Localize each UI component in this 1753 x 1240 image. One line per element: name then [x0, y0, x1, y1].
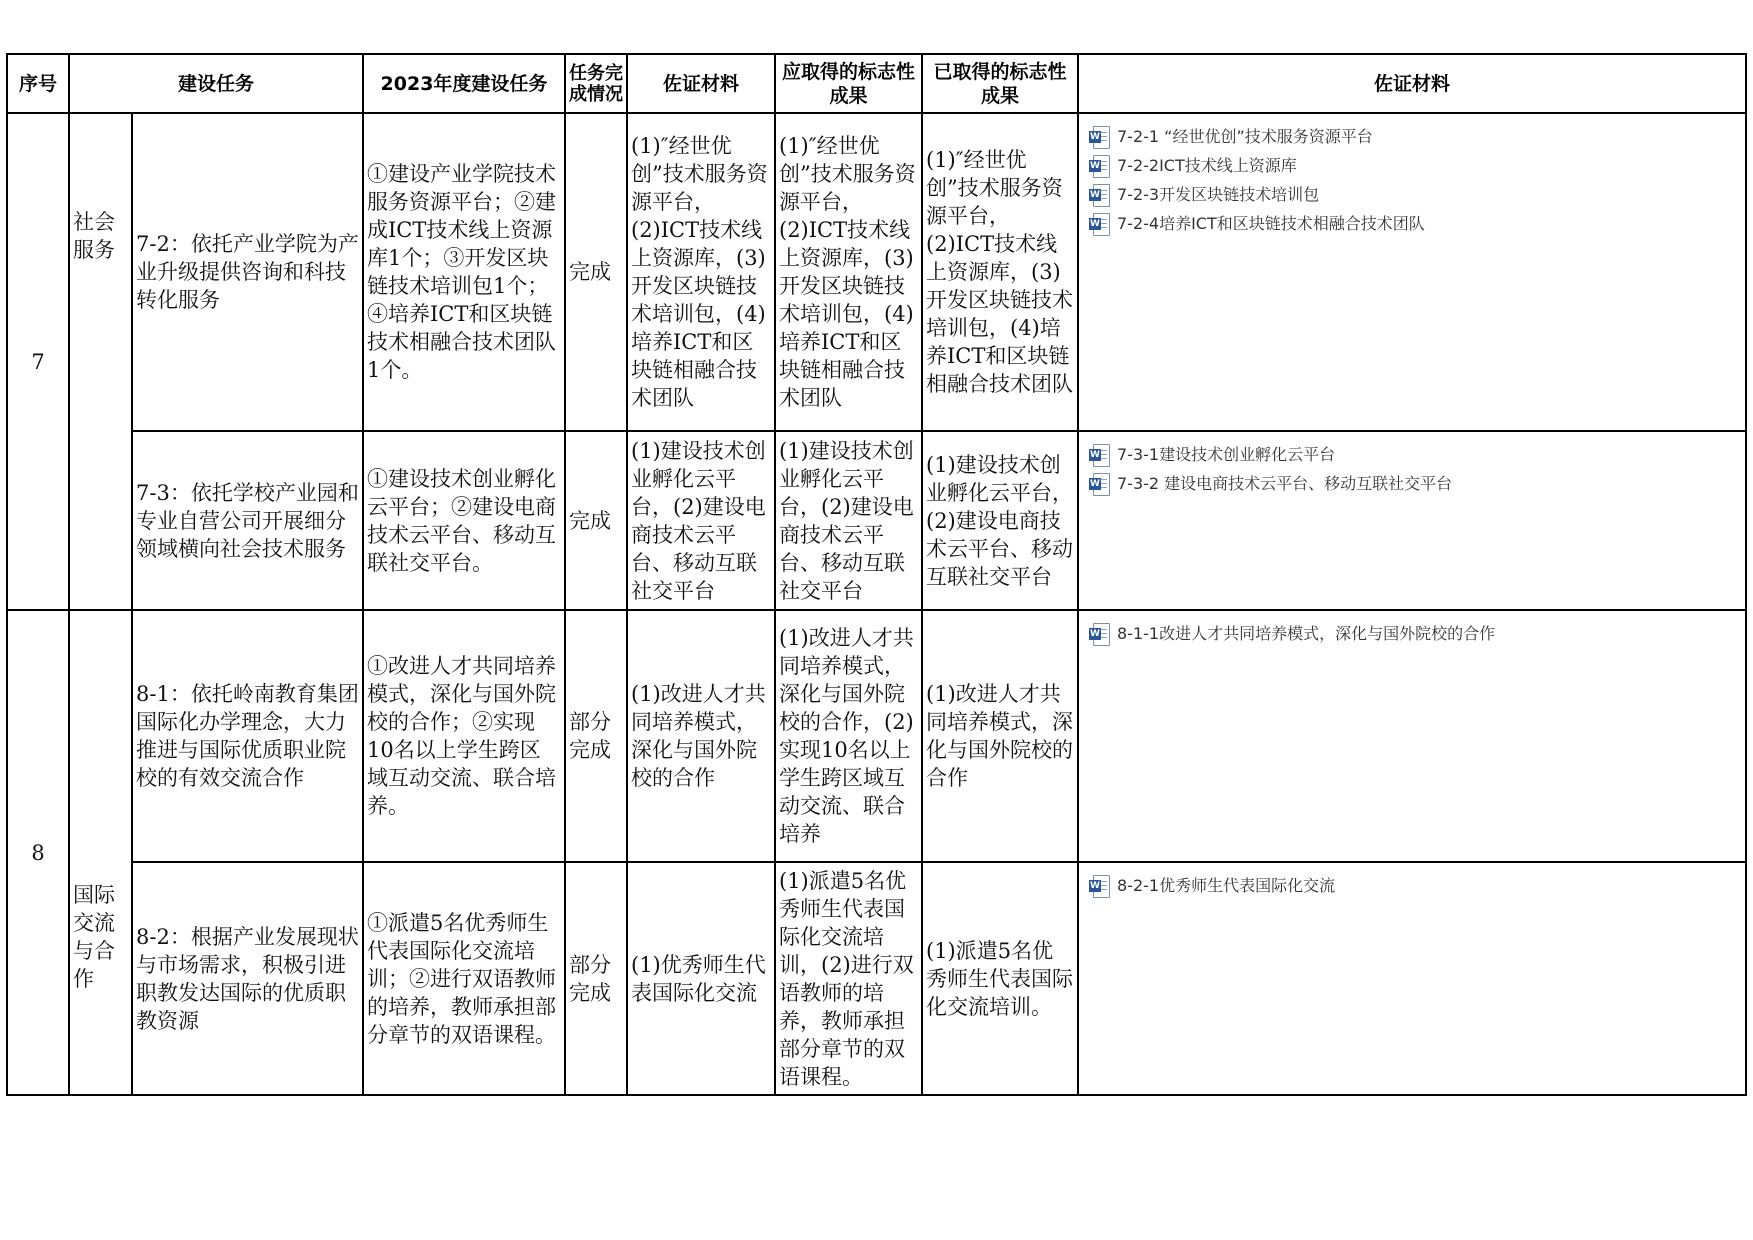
- word-document-icon: W: [1089, 623, 1109, 645]
- word-document-icon: W: [1089, 473, 1109, 495]
- file-list: [1089, 122, 1735, 238]
- file-link[interactable]: [1089, 151, 1735, 180]
- achieved-results-cell: (1)″经世优创”技术服务资源平台，(2)ICT技术线上资源库，(3)开发区块链技术培训包，(4)培养ICT和区块链相融合技术团队: [922, 113, 1078, 431]
- table-row: [7, 610, 1746, 862]
- file-list: [1089, 871, 1735, 900]
- row-number: 8: [7, 610, 69, 1095]
- task-cell: 8-1：依托岭南教育集团国际化办学理念，大力推进与国际优质职业院校的有效交流合作: [132, 610, 363, 862]
- file-list: [1089, 619, 1735, 648]
- file-name: 7-2-1 “经世优创”技术服务资源平台: [1117, 126, 1373, 146]
- file-name: 7-3-2 建设电商技术云平台、移动互联社交平台: [1117, 473, 1453, 493]
- header-expected-results: 应取得的标志性成果: [775, 54, 922, 113]
- material-cell: (1)″经世优创”技术服务资源平台，(2)ICT技术线上资源库，(3)开发区块链技术培训包，(4)培养ICT和区块链相融合技术团队: [627, 113, 775, 431]
- word-document-icon: W: [1089, 184, 1109, 206]
- file-link[interactable]: [1089, 469, 1735, 498]
- file-link[interactable]: [1089, 180, 1735, 209]
- achieved-results-cell: (1)派遣5名优秀师生代表国际化交流培训。: [922, 862, 1078, 1095]
- achieved-results-cell: (1)改进人才共同培养模式，深化与国外院校的合作: [922, 610, 1078, 862]
- file-link[interactable]: [1089, 122, 1735, 151]
- file-name: 7-2-2ICT技术线上资源库: [1117, 155, 1297, 175]
- status-cell: 部分完成: [565, 610, 627, 862]
- task-cell: 8-2：根据产业发展现状与市场需求，积极引进职教发达国际的优质职教资源: [132, 862, 363, 1095]
- header-material: 佐证材料: [627, 54, 775, 113]
- word-document-icon: W: [1089, 444, 1109, 466]
- file-link[interactable]: [1089, 619, 1735, 648]
- evidence-files-cell: [1078, 610, 1746, 862]
- word-document-icon: W: [1089, 875, 1109, 897]
- expected-results-cell: (1)改进人才共同培养模式，深化与国外院校的合作，(2)实现10名以上学生跨区域互动交流、联合培养: [775, 610, 922, 862]
- expected-results-cell: (1)派遣5名优秀师生代表国际化交流培训，(2)进行双语教师的培养，教师承担部分章节的双语课程。: [775, 862, 922, 1095]
- file-name: 8-1-1改进人才共同培养模式，深化与国外院校的合作: [1117, 623, 1496, 643]
- file-link[interactable]: [1089, 440, 1735, 469]
- file-list: [1089, 440, 1735, 498]
- file-name: 8-2-1优秀师生代表国际化交流: [1117, 875, 1336, 895]
- status-cell: 部分完成: [565, 862, 627, 1095]
- material-cell: (1)优秀师生代表国际化交流: [627, 862, 775, 1095]
- annual-task-cell: ①建设技术创业孵化云平台；②建设电商技术云平台、移动互联社交平台。: [363, 431, 565, 610]
- annual-task-cell: ①改进人才共同培养模式，深化与国外院校的合作；②实现10名以上学生跨区域互动交流、联合培养。: [363, 610, 565, 862]
- header-evidence-files: 佐证材料: [1078, 54, 1746, 113]
- expected-results-cell: (1)建设技术创业孵化云平台，(2)建设电商技术云平台、移动互联社交平台: [775, 431, 922, 610]
- table-row: [7, 862, 1746, 1095]
- evidence-table: [6, 53, 1747, 1096]
- status-cell: 完成: [565, 113, 627, 431]
- annual-task-cell: ①建设产业学院技术服务资源平台；②建成ICT技术线上资源库1个；③开发区块链技术培训包1个；④培养ICT和区块链技术相融合技术团队1个。: [363, 113, 565, 431]
- status-cell: 完成: [565, 431, 627, 610]
- category-cell: 社会服务: [69, 113, 132, 610]
- word-document-icon: W: [1089, 213, 1109, 235]
- achieved-results-cell: (1)建设技术创业孵化云平台，(2)建设电商技术云平台、移动互联社交平台: [922, 431, 1078, 610]
- header-task: 建设任务: [69, 54, 363, 113]
- header-achieved-results: 已取得的标志性成果: [922, 54, 1078, 113]
- material-cell: (1)建设技术创业孵化云平台，(2)建设电商技术云平台、移动互联社交平台: [627, 431, 775, 610]
- category-cell: 国际交流与合作: [69, 610, 132, 1095]
- file-name: 7-2-3开发区块链技术培训包: [1117, 184, 1320, 204]
- row-number: 7: [7, 113, 69, 610]
- header-annual-task: 2023年度建设任务: [363, 54, 565, 113]
- task-cell: 7-3：依托学校产业园和专业自营公司开展细分领域横向社会技术服务: [132, 431, 363, 610]
- word-document-icon: W: [1089, 126, 1109, 148]
- file-link[interactable]: [1089, 871, 1735, 900]
- evidence-files-cell: [1078, 862, 1746, 1095]
- evidence-files-cell: [1078, 431, 1746, 610]
- table-row: [7, 431, 1746, 610]
- header-status: 任务完成情况: [565, 54, 627, 113]
- evidence-files-cell: [1078, 113, 1746, 431]
- file-name: 7-2-4培养ICT和区块链技术相融合技术团队: [1117, 213, 1425, 233]
- material-cell: (1)改进人才共同培养模式，深化与国外院校的合作: [627, 610, 775, 862]
- expected-results-cell: (1)″经世优创”技术服务资源平台，(2)ICT技术线上资源库，(3)开发区块链技术培训包，(4)培养ICT和区块链相融合技术团队: [775, 113, 922, 431]
- table-row: [7, 113, 1746, 431]
- task-cell: 7-2：依托产业学院为产业升级提供咨询和科技转化服务: [132, 113, 363, 431]
- file-name: 7-3-1建设技术创业孵化云平台: [1117, 444, 1336, 464]
- annual-task-cell: ①派遣5名优秀师生代表国际化交流培训；②进行双语教师的培养，教师承担部分章节的双语课程。: [363, 862, 565, 1095]
- word-document-icon: W: [1089, 155, 1109, 177]
- header-row: [7, 54, 1746, 113]
- header-number: 序号: [7, 54, 69, 113]
- file-link[interactable]: [1089, 209, 1735, 238]
